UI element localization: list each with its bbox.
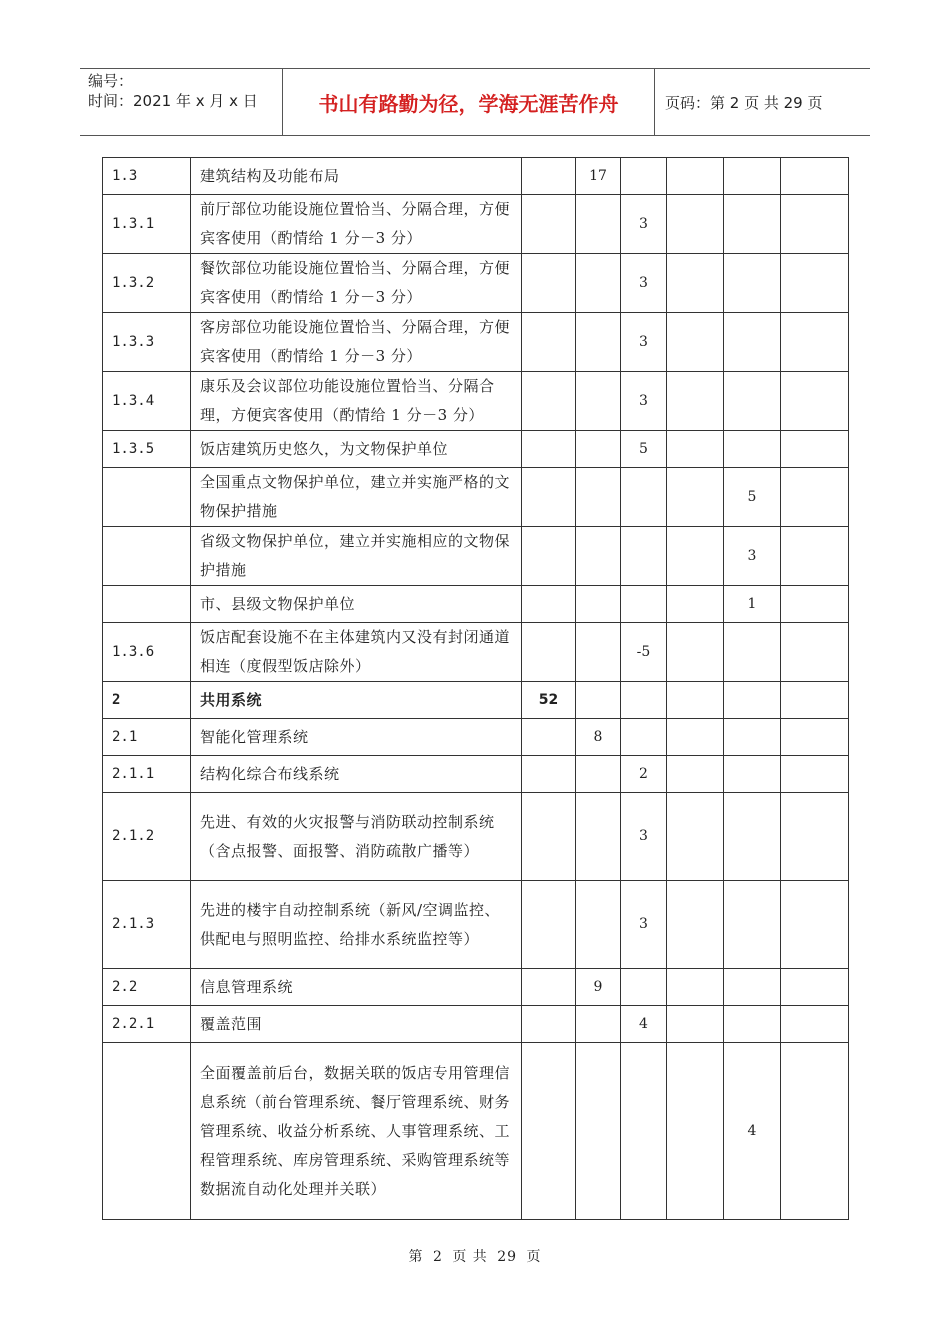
page-header <box>80 68 870 136</box>
score-cell <box>667 719 724 756</box>
score-cell <box>724 195 781 254</box>
score-cell: 9 <box>576 969 621 1006</box>
footer-prefix: 第 <box>408 1249 424 1265</box>
score-cell: 3 <box>621 793 667 881</box>
score-cell <box>576 682 621 719</box>
score-cell: 8 <box>576 719 621 756</box>
row-description-cell: 全国重点文物保护单位，建立并实施严格的文物保护措施 <box>191 468 522 527</box>
table-row <box>103 969 849 1006</box>
score-cell <box>667 881 724 969</box>
table-row <box>103 682 849 719</box>
table-row <box>103 527 849 586</box>
score-cell <box>724 881 781 969</box>
row-id-cell: 2.1.1 <box>103 756 191 793</box>
row-id-cell: 2.2.1 <box>103 1006 191 1043</box>
table-row <box>103 431 849 468</box>
scoring-table <box>102 157 849 1220</box>
row-description-cell: 饭店建筑历史悠久，为文物保护单位 <box>191 431 522 468</box>
score-cell <box>576 254 621 313</box>
score-cell: 5 <box>621 431 667 468</box>
score-cell <box>576 468 621 527</box>
row-description-cell: 先进的楼宇自动控制系统（新风/空调监控、供配电与照明监控、给排水系统监控等） <box>191 881 522 969</box>
score-cell <box>522 756 576 793</box>
table-row <box>103 586 849 623</box>
table-row <box>103 719 849 756</box>
score-cell: 5 <box>724 468 781 527</box>
score-cell <box>667 313 724 372</box>
table-row <box>103 195 849 254</box>
score-cell <box>724 254 781 313</box>
score-cell <box>667 431 724 468</box>
score-cell <box>781 623 849 682</box>
score-cell <box>621 719 667 756</box>
footer-mid: 页 共 <box>452 1249 488 1265</box>
score-cell <box>621 969 667 1006</box>
score-cell <box>781 1043 849 1220</box>
score-cell <box>576 756 621 793</box>
row-id-cell: 2.1.2 <box>103 793 191 881</box>
score-cell <box>667 372 724 431</box>
row-description-cell: 先进、有效的火灾报警与消防联动控制系统（含点报警、面报警、消防疏散广播等） <box>191 793 522 881</box>
score-cell <box>522 793 576 881</box>
score-cell <box>621 586 667 623</box>
row-description-cell: 省级文物保护单位，建立并实施相应的文物保护措施 <box>191 527 522 586</box>
score-cell <box>724 969 781 1006</box>
score-cell <box>781 158 849 195</box>
row-description-cell: 全面覆盖前后台，数据关联的饭店专用管理信息系统（前台管理系统、餐厅管理系统、财务管理系统、收益分析系统、人事管理系统、工程管理系统、库房管理系统、采购管理系统等数据流自动化处理并关联） <box>191 1043 522 1220</box>
scoring-table-body <box>103 158 849 1220</box>
score-cell <box>522 527 576 586</box>
score-cell: 3 <box>621 254 667 313</box>
score-cell <box>724 719 781 756</box>
score-cell: -5 <box>621 623 667 682</box>
score-cell <box>667 623 724 682</box>
score-cell <box>621 468 667 527</box>
row-description-cell: 覆盖范围 <box>191 1006 522 1043</box>
table-row <box>103 1043 849 1220</box>
score-cell <box>724 372 781 431</box>
row-id-cell: 1.3 <box>103 158 191 195</box>
header-motto: 书山有路勤为径，学海无涯苦作舟 <box>283 69 655 135</box>
row-description-cell: 饭店配套设施不在主体建筑内又没有封闭通道相连（度假型饭店除外） <box>191 623 522 682</box>
score-cell <box>576 1006 621 1043</box>
score-cell <box>522 372 576 431</box>
score-cell <box>522 1043 576 1220</box>
score-cell <box>522 969 576 1006</box>
score-cell: 52 <box>522 682 576 719</box>
score-cell <box>724 1006 781 1043</box>
table-row <box>103 468 849 527</box>
row-id-cell: 2 <box>103 682 191 719</box>
score-cell <box>522 158 576 195</box>
row-description-cell: 建筑结构及功能布局 <box>191 158 522 195</box>
row-id-cell <box>103 586 191 623</box>
score-cell <box>522 468 576 527</box>
score-cell <box>781 431 849 468</box>
table-row <box>103 756 849 793</box>
row-description-cell: 客房部位功能设施位置恰当、分隔合理，方便宾客使用（酌情给 1 分－3 分） <box>191 313 522 372</box>
score-cell: 3 <box>724 527 781 586</box>
table-row <box>103 623 849 682</box>
row-description-cell: 结构化综合布线系统 <box>191 756 522 793</box>
document-date-label: 时间：2021 年 x 月 x 日 <box>88 92 258 110</box>
row-id-cell <box>103 1043 191 1220</box>
header-page-info: 页码：第 2 页 共 29 页 <box>665 93 823 112</box>
row-id-cell: 1.3.5 <box>103 431 191 468</box>
score-cell <box>522 623 576 682</box>
score-cell <box>522 195 576 254</box>
score-cell <box>781 1006 849 1043</box>
row-id-cell: 1.3.6 <box>103 623 191 682</box>
score-cell <box>724 431 781 468</box>
score-cell: 3 <box>621 372 667 431</box>
table-row <box>103 254 849 313</box>
row-id-cell: 2.2 <box>103 969 191 1006</box>
score-cell <box>781 586 849 623</box>
score-cell <box>724 623 781 682</box>
score-cell <box>576 527 621 586</box>
score-cell <box>724 756 781 793</box>
score-cell <box>667 1043 724 1220</box>
score-cell: 17 <box>576 158 621 195</box>
score-cell <box>781 969 849 1006</box>
score-cell: 4 <box>621 1006 667 1043</box>
footer-total-pages: 29 <box>497 1249 518 1265</box>
score-cell <box>667 793 724 881</box>
score-cell <box>522 254 576 313</box>
score-cell <box>667 756 724 793</box>
score-cell <box>522 719 576 756</box>
row-id-cell: 2.1 <box>103 719 191 756</box>
score-cell <box>522 313 576 372</box>
score-cell <box>781 468 849 527</box>
row-id-cell: 1.3.3 <box>103 313 191 372</box>
score-cell <box>781 881 849 969</box>
row-id-cell: 2.1.3 <box>103 881 191 969</box>
footer-page-number: 2 <box>432 1249 443 1265</box>
score-cell <box>576 623 621 682</box>
score-cell <box>781 195 849 254</box>
table-row <box>103 881 849 969</box>
score-cell <box>667 682 724 719</box>
page-footer <box>0 1246 950 1266</box>
score-cell <box>667 527 724 586</box>
row-id-cell <box>103 527 191 586</box>
score-cell: 2 <box>621 756 667 793</box>
score-cell <box>576 793 621 881</box>
score-cell <box>576 195 621 254</box>
score-cell <box>576 431 621 468</box>
score-cell <box>781 682 849 719</box>
score-cell <box>522 431 576 468</box>
score-cell <box>576 372 621 431</box>
score-cell <box>781 313 849 372</box>
score-cell <box>522 881 576 969</box>
score-cell: 4 <box>724 1043 781 1220</box>
score-cell <box>781 756 849 793</box>
score-cell <box>781 527 849 586</box>
score-cell <box>724 158 781 195</box>
score-cell <box>724 793 781 881</box>
row-description-cell: 市、县级文物保护单位 <box>191 586 522 623</box>
footer-suffix: 页 <box>526 1249 542 1265</box>
row-id-cell: 1.3.1 <box>103 195 191 254</box>
score-cell: 3 <box>621 195 667 254</box>
score-cell <box>724 313 781 372</box>
header-meta <box>80 69 283 135</box>
score-cell <box>621 682 667 719</box>
score-cell <box>724 682 781 719</box>
row-id-cell: 1.3.2 <box>103 254 191 313</box>
score-cell <box>781 793 849 881</box>
score-cell <box>576 1043 621 1220</box>
row-description-cell: 智能化管理系统 <box>191 719 522 756</box>
score-cell <box>667 254 724 313</box>
score-cell <box>667 969 724 1006</box>
score-cell <box>667 158 724 195</box>
score-cell <box>667 1006 724 1043</box>
row-description-cell: 共用系统 <box>191 682 522 719</box>
row-description-cell: 康乐及会议部位功能设施位置恰当、分隔合理，方便宾客使用（酌情给 1 分－3 分） <box>191 372 522 431</box>
table-row <box>103 372 849 431</box>
row-id-cell <box>103 468 191 527</box>
document-number-label: 编号： <box>88 72 134 90</box>
score-cell: 3 <box>621 881 667 969</box>
score-cell <box>781 372 849 431</box>
row-description-cell: 信息管理系统 <box>191 969 522 1006</box>
table-row <box>103 793 849 881</box>
score-cell <box>621 1043 667 1220</box>
score-cell <box>522 586 576 623</box>
row-id-cell: 1.3.4 <box>103 372 191 431</box>
score-cell <box>667 468 724 527</box>
score-cell <box>667 195 724 254</box>
score-cell <box>576 586 621 623</box>
row-description-cell: 餐饮部位功能设施位置恰当、分隔合理，方便宾客使用（酌情给 1 分－3 分） <box>191 254 522 313</box>
score-cell <box>522 1006 576 1043</box>
score-cell <box>621 158 667 195</box>
table-row <box>103 1006 849 1043</box>
score-cell <box>621 527 667 586</box>
score-cell: 3 <box>621 313 667 372</box>
row-description-cell: 前厅部位功能设施位置恰当、分隔合理，方便宾客使用（酌情给 1 分－3 分） <box>191 195 522 254</box>
score-cell <box>781 719 849 756</box>
score-cell <box>576 313 621 372</box>
score-cell <box>576 881 621 969</box>
table-row <box>103 313 849 372</box>
table-row <box>103 158 849 195</box>
score-cell <box>667 586 724 623</box>
score-cell: 1 <box>724 586 781 623</box>
score-cell <box>781 254 849 313</box>
